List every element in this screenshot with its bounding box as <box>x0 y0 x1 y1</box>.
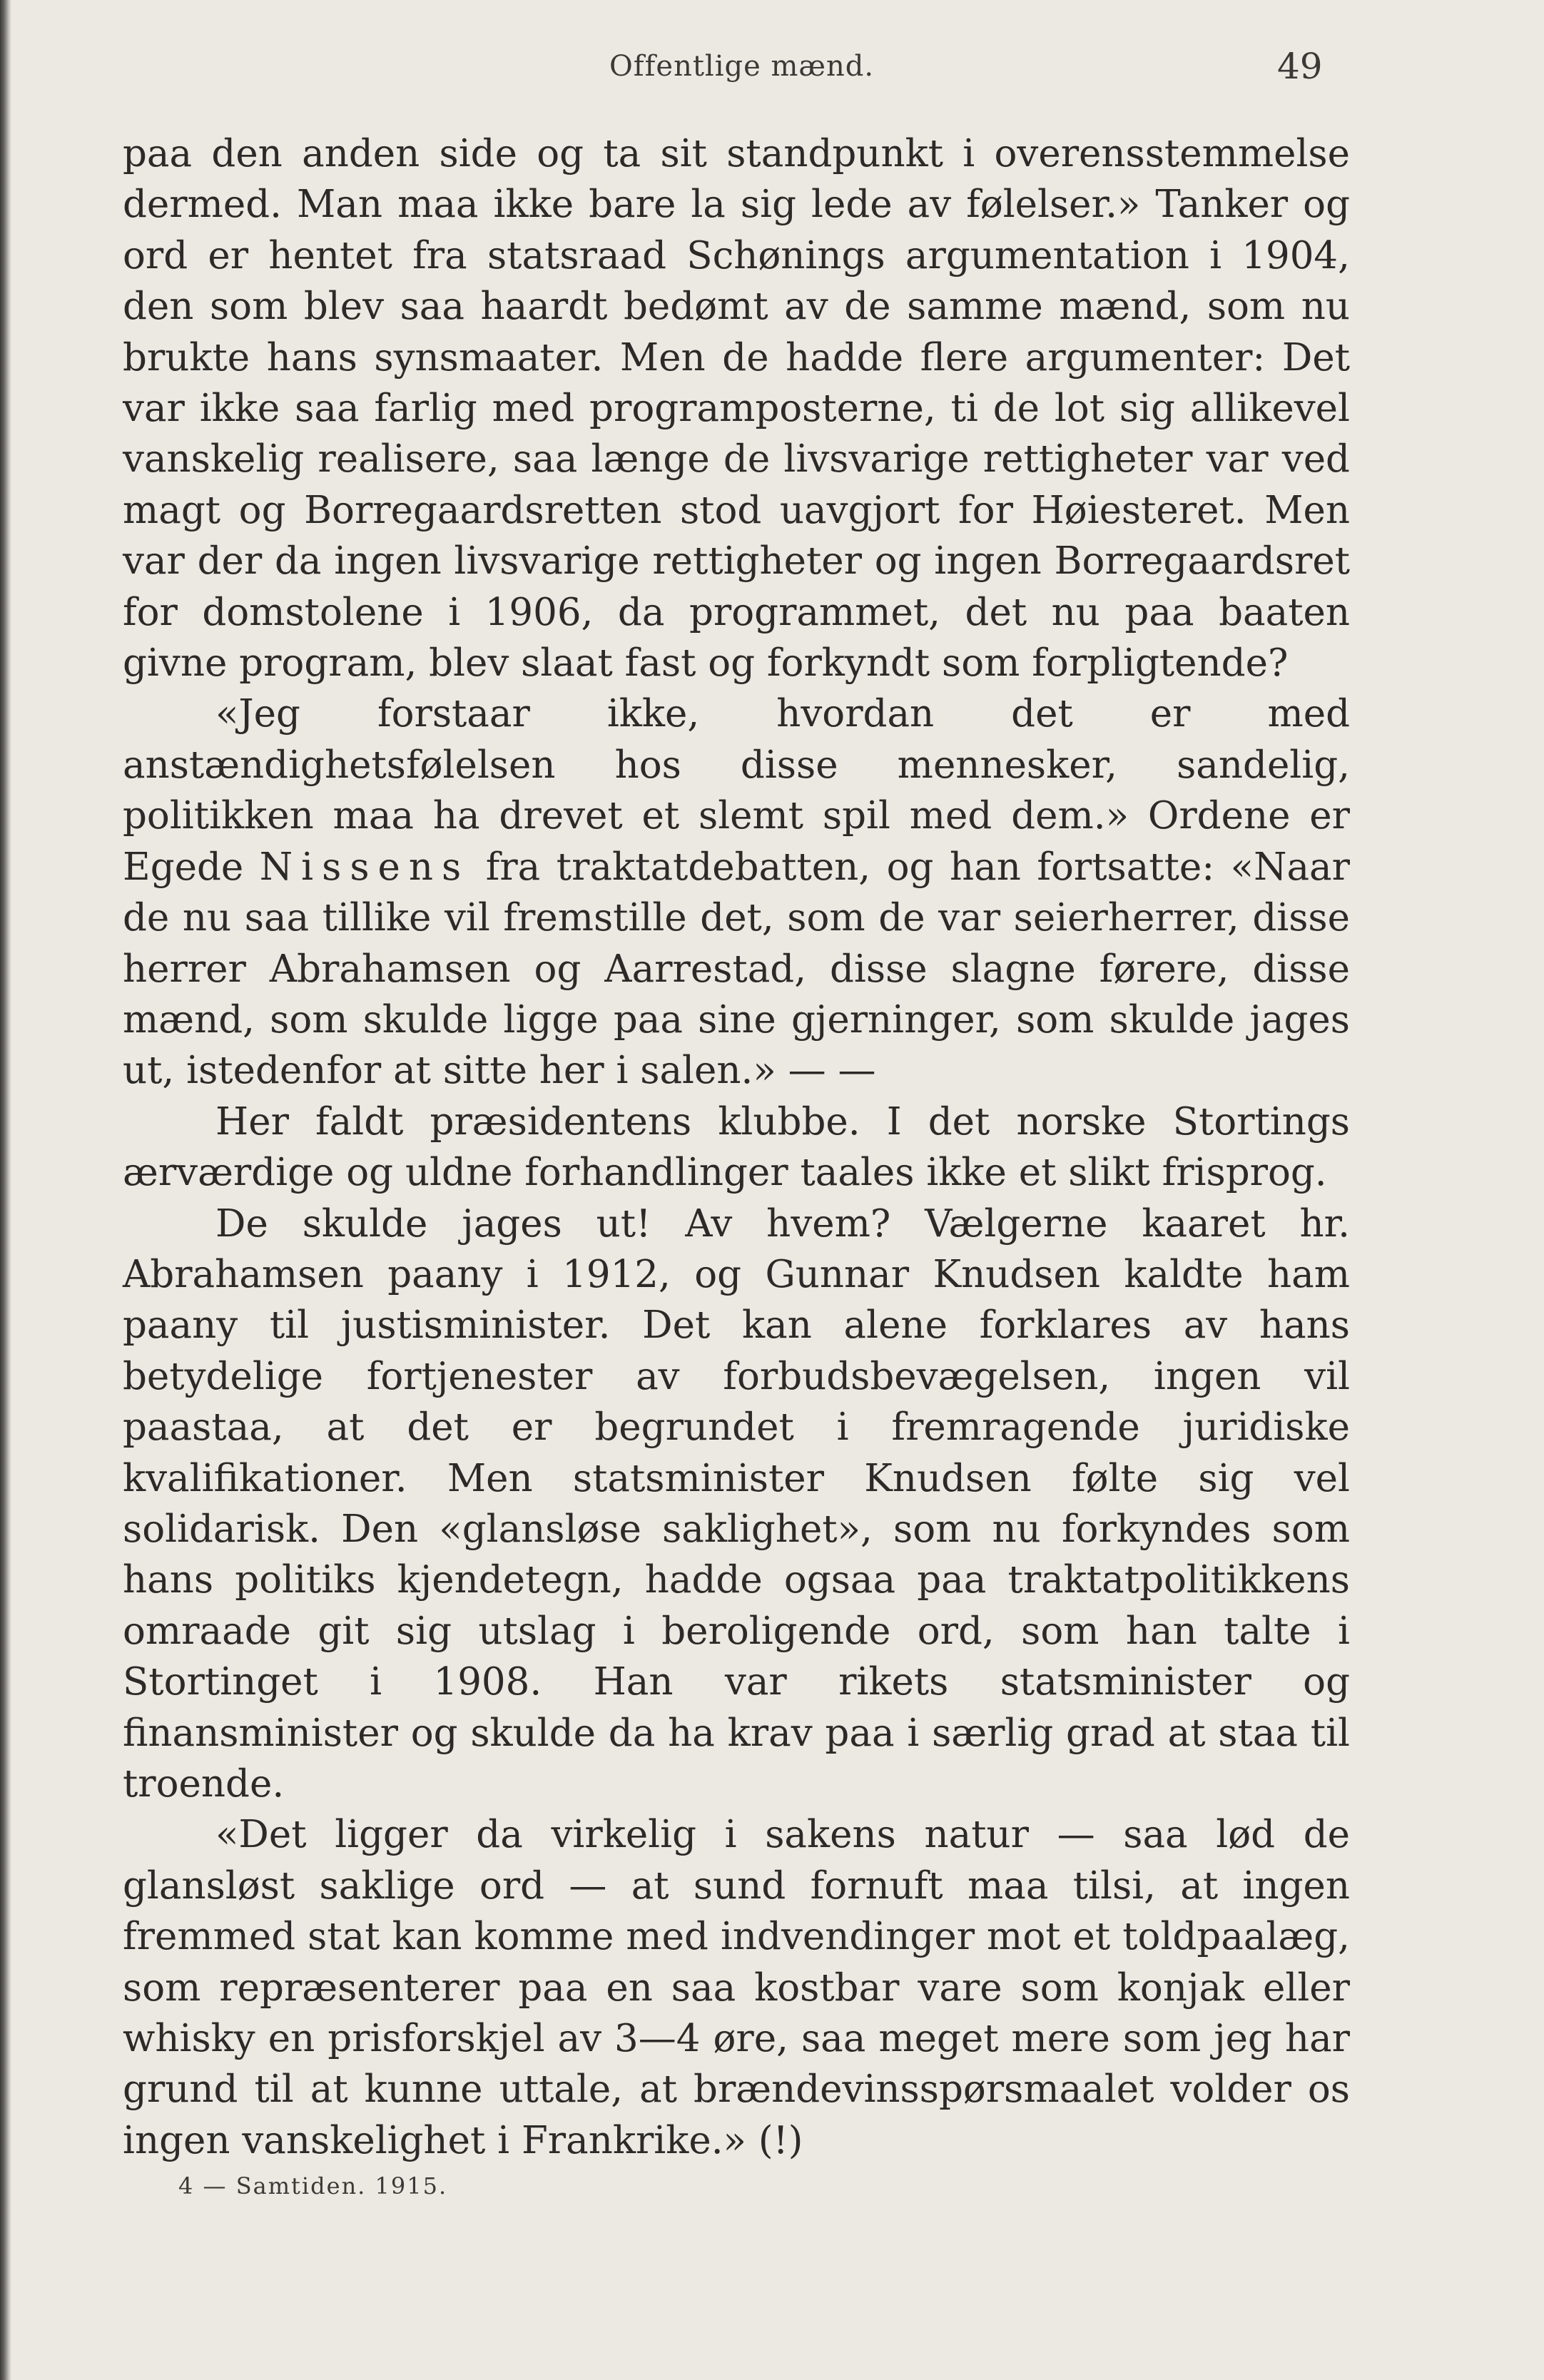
paragraph-2-start: «Jeg forstaar ikke, hvordan det er med anstændighetsfølelsen hos disse mennesker, sandelig, politikken maa ha drevet et slemt spil med dem.» Ordene er Egede <box>123 692 1350 889</box>
running-head <box>0 46 1544 93</box>
page-number: 49 <box>1277 46 1323 87</box>
spaced-name-nissens: Nissens <box>259 845 470 889</box>
paragraph-4: De skulde jages ut! Av hvem? Vælgerne kaaret hr. Abrahamsen paany i 1912, og Gunnar Knudsen kaldte ham paany til justisminister. Det kan alene forklares av hans betydelige fortjenester av forbudsbevægelsen, ingen vil paastaa, at det er begrundet i fremragende juridiske kvalifikationer. Men statsminister Knudsen følte sig vel solidarisk. Den «glansløse saklighet», som nu forkyndes som hans politiks kjendetegn, hadde ogsaa paa traktatpolitikkens omraade git sig utslag i beroligende ord, som han talte i Stortinget i 1908. Han var rikets statsminister og finansminister og skulde da ha krav paa i særlig grad at staa til troende. <box>123 1201 1350 1806</box>
paragraph-2 <box>123 688 1350 1096</box>
body-text <box>123 128 1350 2166</box>
running-title: Offentlige mænd. <box>609 50 875 83</box>
paragraph-3: Her faldt præsidentens klubbe. I det norske Stortings ærværdige og uldne forhandlinger taales ikke et slikt frisprog. <box>123 1099 1350 1195</box>
signature-mark: 4 — Samtiden. 1915. <box>178 2172 448 2200</box>
paragraph-2-end: fra traktatdebatten, og han fortsatte: «Naar de nu saa tillike vil fremstille det, som de var seierherrer, disse herrer Abrahamsen og Aarrestad, disse slagne førere, disse mænd, som skulde ligge paa sine gjerninger, som skulde jages ut, istedenfor at sitte her i salen.» — — <box>123 845 1350 1093</box>
paragraph-1: paa den anden side og ta sit standpunkt i overensstemmelse dermed. Man maa ikke bare la sig lede av følelser.» Tanker og ord er hentet fra statsraad Schønings argumentation i 1904, den som blev saa haardt bedømt av de samme mænd, som nu brukte hans synsmaater. Men de hadde flere argumenter: Det var ikke saa farlig med programposterne, ti de lot sig allikevel vanskelig realisere, saa længe de livsvarige rettigheter var ved magt og Borregaardsretten stod uavgjort for Høiesteret. Men var der da ingen livsvarige rettigheter og ingen Borregaardsret for domstolene i 1906, da programmet, det nu paa baaten givne program, blev slaat fast og forkyndt som forpligtende? <box>123 132 1350 686</box>
paragraph-5: «Det ligger da virkelig i sakens natur — saa lød de glansløst saklige ord — at sund fornuft maa tilsi, at ingen fremmed stat kan komme med indvendinger mot et toldpaalæg, som repræsenterer paa en saa kostbar vare som konjak eller whisky en prisforskjel av 3—4 øre, saa meget mere som jeg har grund til at kunne uttale, at brændevinsspørsmaalet volder os ingen vanskelighet i Frankrike.» (!) <box>123 1813 1350 2162</box>
